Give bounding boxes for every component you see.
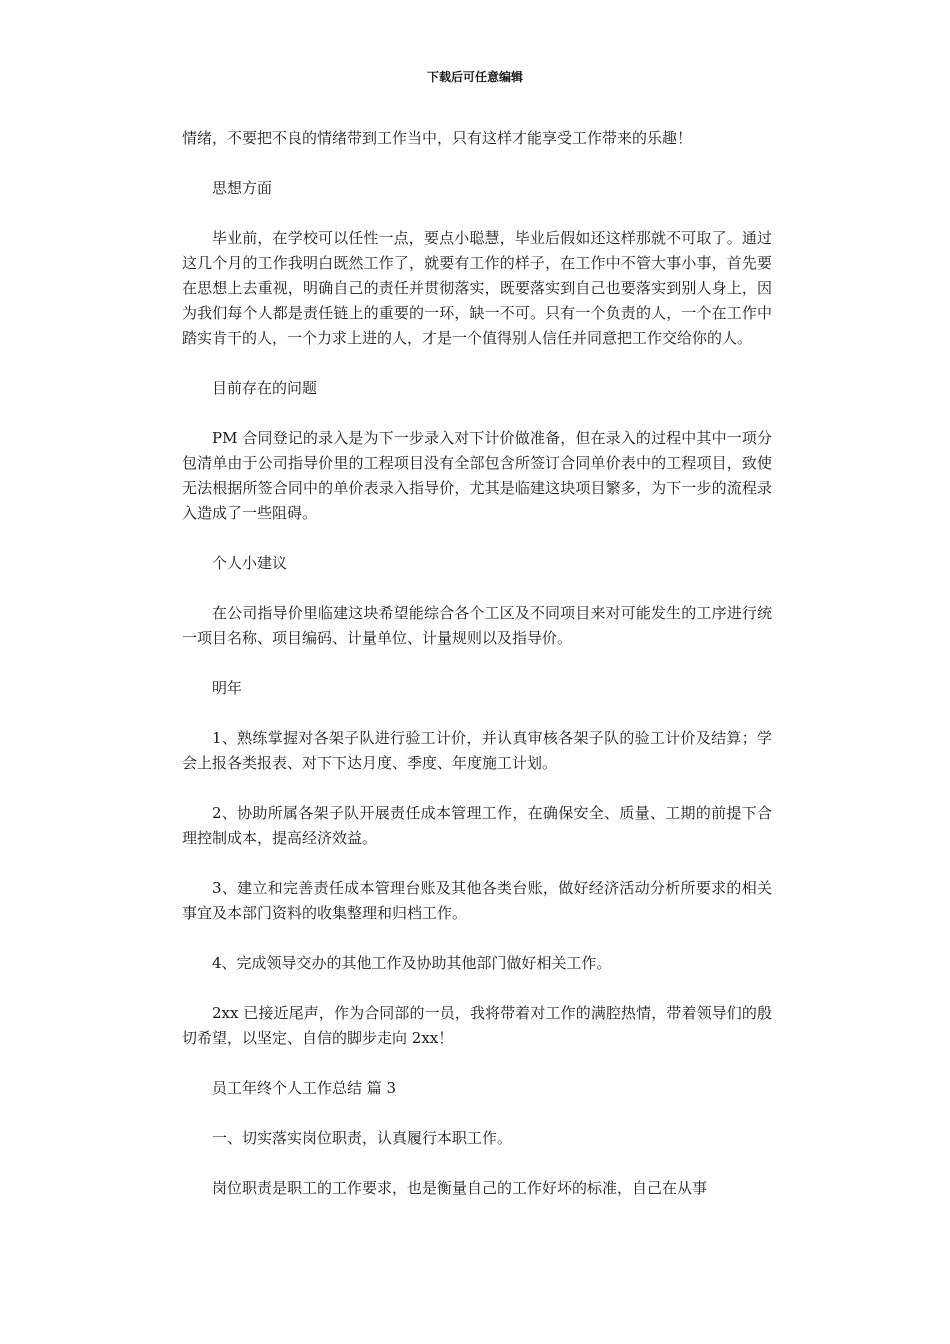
paragraph: 岗位职责是职工的工作要求，也是衡量自己的工作好坏的标准，自己在从事 — [212, 1179, 708, 1197]
section-heading: 思想方面 — [212, 179, 273, 197]
paragraph: 毕业前，在学校可以任性一点，要点小聪慧，毕业后假如还这样那就不可取了。通过这几个月的工作我明白既然工作了，就要有工作的样子，在工作中不管大事小事，首先要在思想上去重视，明确自己的责任并贯彻落实，既要落实到自己也要落实到别人身上，因为我们每个人都是责任链上的重要的一环，缺一不可。只有一个负责的人，一个在工作中踏实肯干的人，一个力求上进的人，才是一个值得别人信任并同意把工作交给你的人。 — [182, 229, 772, 347]
list-item: 3、建立和完善责任成本管理台账及其他各类台账，做好经济活动分析所要求的相关事宜及本部门资料的收集整理和归档工作。 — [182, 879, 772, 922]
section-heading: 明年 — [212, 679, 243, 697]
section-heading: 员工年终个人工作总结 篇 3 — [212, 1079, 397, 1097]
document-body — [182, 126, 772, 1201]
list-item: 4、完成领导交办的其他工作及协助其他部门做好相关工作。 — [212, 954, 612, 972]
list-item: 1、熟练掌握对各架子队进行验工计价，并认真审核各架子队的验工计价及结算；学会上报各类报表、对下下达月度、季度、年度施工计划。 — [182, 729, 772, 772]
page-header: 下载后可任意编辑 — [426, 70, 523, 84]
paragraph: 在公司指导价里临建这块希望能综合各个工区及不同项目来对可能发生的工序进行统一项目名称、项目编码、计量单位、计量规则以及指导价。 — [182, 604, 772, 647]
section-heading: 目前存在的问题 — [212, 379, 318, 397]
paragraph: 2xx 已接近尾声，作为合同部的一员，我将带着对工作的满腔热情，带着领导们的殷切希望，以坚定、自信的脚步走向 2xx！ — [182, 1004, 772, 1047]
section-heading: 个人小建议 — [212, 554, 288, 572]
paragraph: PM 合同登记的录入是为下一步录入对下计价做准备，但在录入的过程中其中一项分包清单由于公司指导价里的工程项目没有全部包含所签订合同单价表中的工程项目，致使无法根据所签合同中的单价表录入指导价，尤其是临建这块项目繁多，为下一步的流程录入造成了一些阻碍。 — [182, 429, 772, 522]
list-item: 2、协助所属各架子队开展责任成本管理工作，在确保安全、质量、工期的前提下合理控制成本，提高经济效益。 — [182, 804, 772, 847]
paragraph: 情绪，不要把不良的情绪带到工作当中，只有这样才能享受工作带来的乐趣！ — [182, 129, 693, 147]
section-heading: 一、切实落实岗位职责，认真履行本职工作。 — [212, 1129, 513, 1147]
